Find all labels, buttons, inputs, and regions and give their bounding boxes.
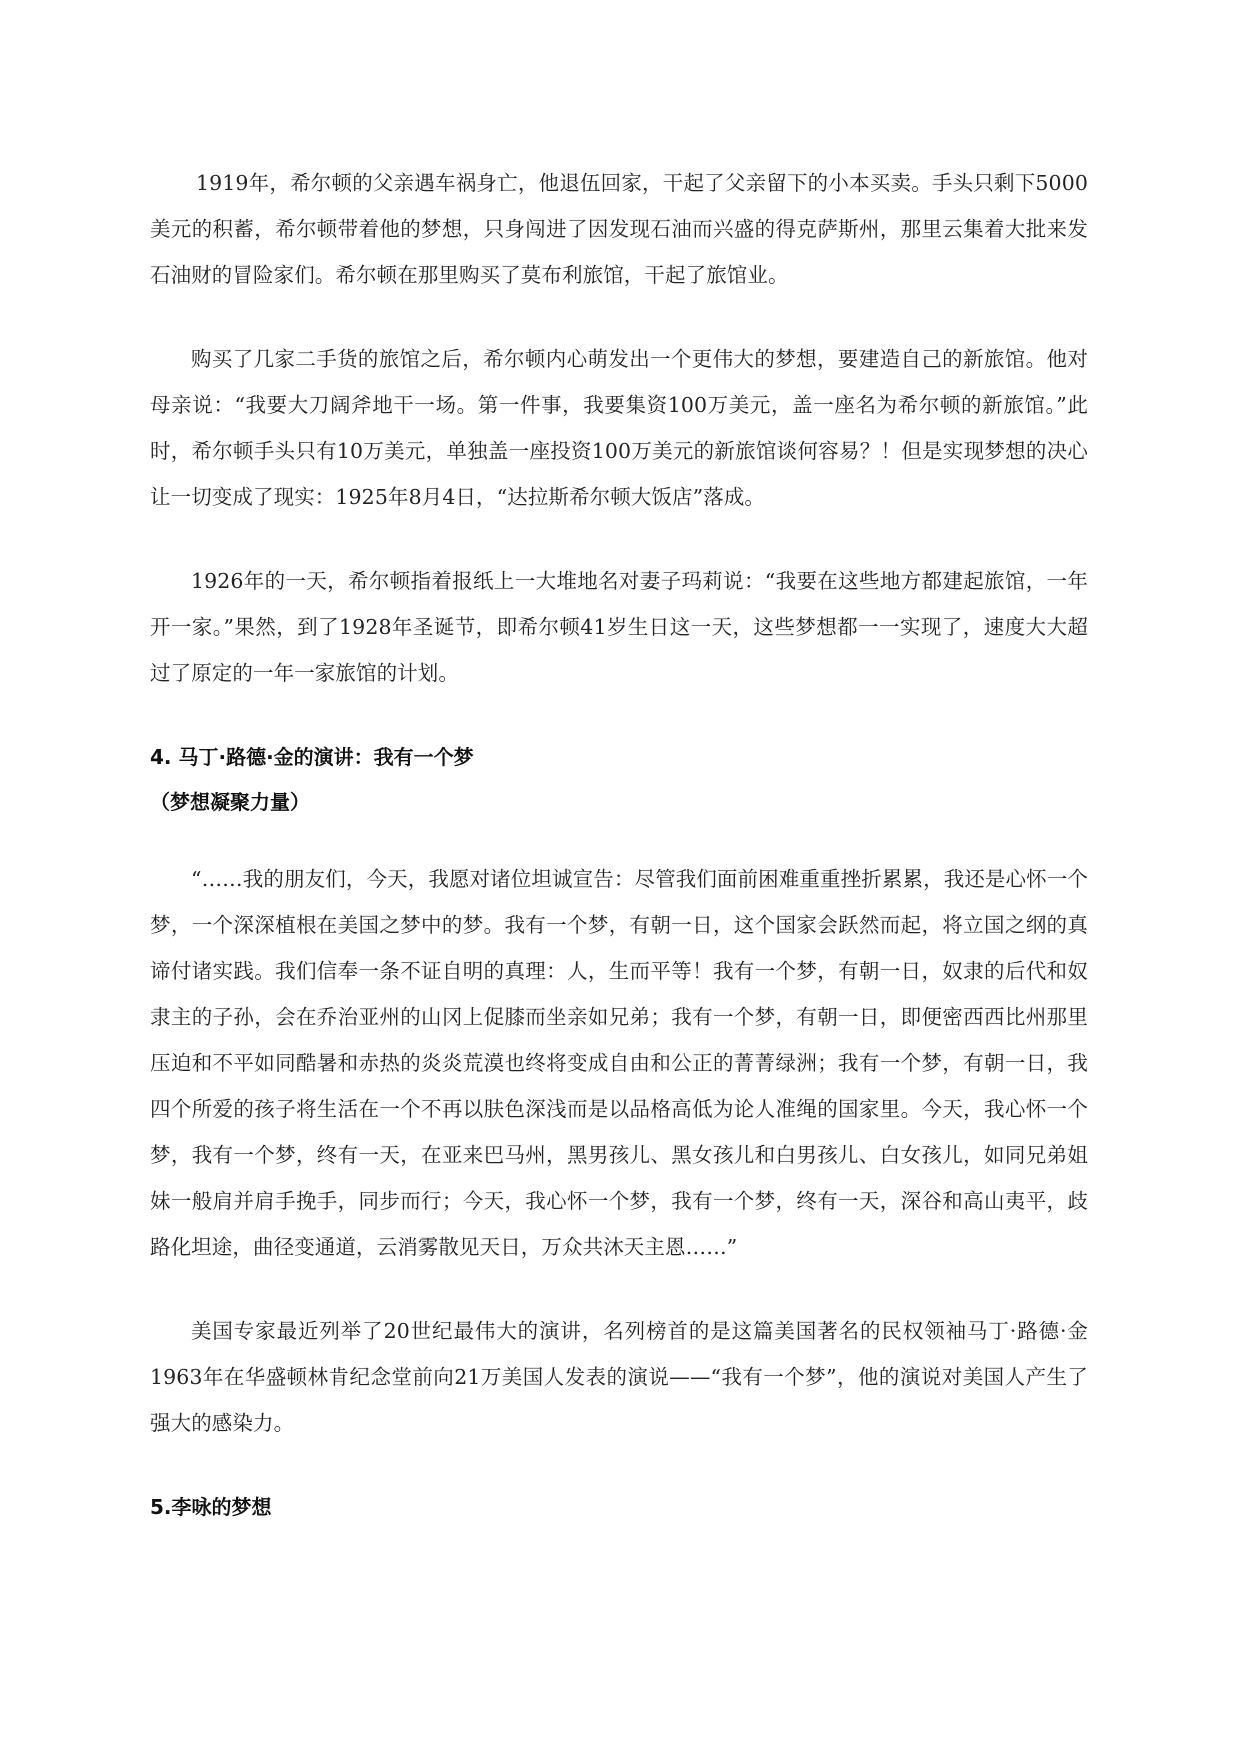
paragraph-hilton-1919: 1919年，希尔顿的父亲遇车祸身亡，他退伍回家，干起了父亲留下的小本买卖。手头只剩下5000美元的积蓄，希尔顿带着他的梦想，只身闯进了因发现石油而兴盛的得克萨斯州，那里云集着大批来发石油财的冒险家们。希尔顿在那里购买了莫布利旅馆，干起了旅馆业。: [150, 171, 1088, 287]
document-body: [150, 160, 1088, 1530]
paragraph-hilton-new-hotel: 购买了几家二手货的旅馆之后，希尔顿内心萌发出一个更伟大的梦想，要建造自己的新旅馆。他对母亲说：“我要大刀阔斧地干一场。第一件事，我要集资100万美元，盖一座名为希尔顿的新旅馆。”此时，希尔顿手头只有10万美元，单独盖一座投资100万美元的新旅馆谈何容易？！但是实现梦想的决心让一切变成了现实：1925年8月4日，“达拉斯希尔顿大饭店”落成。: [150, 347, 1088, 509]
section-heading-mlk: 4. 马丁·路德·金的演讲：我有一个梦: [150, 745, 474, 769]
paragraph-dream-speech-quote: “……我的朋友们，今天，我愿对诸位坦诚宣告：尽管我们面前困难重重挫折累累，我还是心怀一个梦，一个深深植根在美国之梦中的梦。我有一个梦，有朝一日，这个国家会跃然而起，将立国之纲的真谛付诸实践。我们信奉一条不证自明的真理：人，生而平等！我有一个梦，有朝一日，奴隶的后代和奴隶主的子孙，会在乔治亚州的山冈上促膝而坐亲如兄弟；我有一个梦，有朝一日，即便密西西比州那里压迫和不平如同酷暑和赤热的炎炎荒漠也终将变成自由和公正的菁菁绿洲；我有一个梦，有朝一日，我四个所爱的孩子将生活在一个不再以肤色深浅而是以品格高低为论人准绳的国家里。今天，我心怀一个梦，我有一个梦，终有一天，在亚来巴马州，黑男孩儿、黑女孩儿和白男孩儿、白女孩儿，如同兄弟姐妹一般肩并肩手挽手，同步而行；今天，我心怀一个梦，我有一个梦，终有一天，深谷和高山夷平，歧路化坦途，曲径变通道，云消雾散见天日，万众共沐天主恩……”: [150, 867, 1088, 1259]
section-subheading-mlk: （梦想凝聚力量）: [150, 790, 310, 814]
paragraph-hilton-1926: 1926年的一天，希尔顿指着报纸上一大堆地名对妻子玛莉说：“我要在这些地方都建起旅馆，一年开一家。”果然，到了1928年圣诞节，即希尔顿41岁生日这一天，这些梦想都一一实现了，速度大大超过了原定的一年一家旅馆的计划。: [150, 569, 1088, 685]
section-heading-liyong: 5.李咏的梦想: [150, 1495, 272, 1519]
paragraph-speech-ranking: 美国专家最近列举了20世纪最伟大的演讲，名列榜首的是这篇美国著名的民权领袖马丁·路德·金1963年在华盛顿林肯纪念堂前向21万美国人发表的演说——“我有一个梦”，他的演说对美国人产生了强大的感染力。: [150, 1319, 1088, 1435]
